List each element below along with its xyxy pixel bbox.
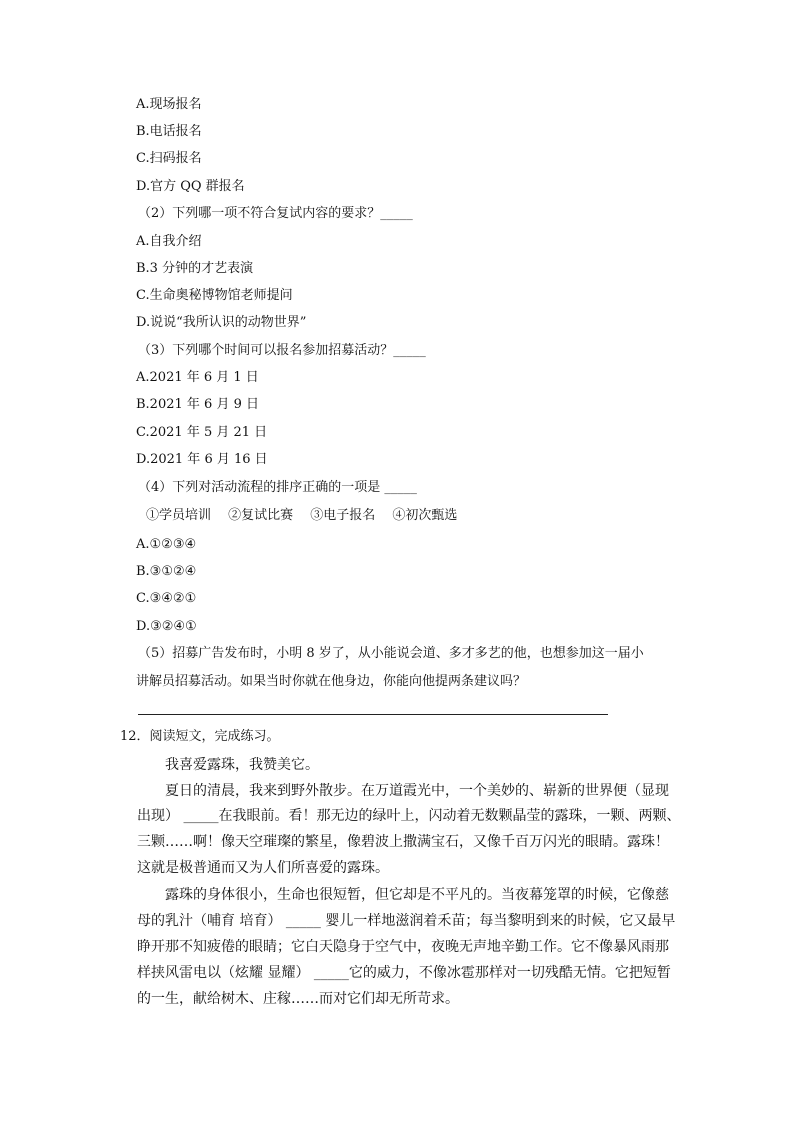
- q2-option-c: C.生命奥秘博物馆老师提问: [136, 288, 293, 303]
- passage-line-4: 三颗……啊！像天空璀璨的繁星，像碧波上撒满宝石，又像千百万闪光的眼睛。露珠！: [137, 834, 669, 850]
- q2-stem: （2）下列哪一项不符合复试内容的要求？_____: [138, 206, 413, 221]
- q4-option-a: A.①②③④: [136, 537, 197, 552]
- q4-option-c: C.③④②①: [136, 591, 197, 606]
- q4-items: ①学员培训 ②复试比赛 ③电子报名 ④初次甄选: [146, 508, 458, 523]
- q3-option-a: A.2021 年 6 月 1 日: [136, 370, 259, 385]
- q3-stem: （3）下列哪个时间可以报名参加招募活动？_____: [138, 343, 426, 358]
- passage-line-10: 的一生，献给树木、庄稼……而对它们却无所苛求。: [137, 991, 459, 1007]
- passage-line-5: 这就是极普通而又为人们所喜爱的露珠。: [137, 860, 389, 876]
- passage-line-9: 样挟风雷电以（炫耀 显耀） _____它的威力，不像冰雹那样对一切残酷无情。它把短暂: [137, 965, 671, 981]
- q1-option-d: D.官方 QQ 群报名: [136, 179, 245, 194]
- q3-option-c: C.2021 年 5 月 21 日: [136, 425, 268, 440]
- q4-option-d: D.③②④①: [136, 619, 197, 634]
- q5-line-2: 讲解员招募活动。如果当时你就在他身边，你能向他提两条建议吗？: [136, 674, 527, 689]
- q3-option-b: B.2021 年 6 月 9 日: [136, 397, 259, 412]
- q2-option-a: A.自我介绍: [136, 234, 202, 249]
- passage-line-1: 我喜爱露珠，我赞美它。: [165, 757, 319, 773]
- passage-line-6: 露珠的身体很小，生命也很短暂，但它却是不平凡的。当夜幕笼罩的时候，它像慈: [165, 887, 669, 903]
- q4-option-b: B.③①②④: [136, 564, 197, 579]
- q1-option-b: B.电话报名: [136, 124, 202, 139]
- passage-line-7: 母的乳汁（哺育 培育） _____ 婴儿一样地滋润着禾苗；每当黎明到来的时候，它又最早: [137, 913, 676, 929]
- passage-line-8: 睁开那不知疲倦的眼睛；它白天隐身于空气中，夜晚无声地辛勤工作。它不像暴风雨那: [137, 939, 669, 955]
- q5-line-1: （5）招募广告发布时，小明 8 岁了，从小能说会道、多才多艺的他，也想参加这一届小: [138, 646, 644, 661]
- q1-option-a: A.现场报名: [136, 97, 202, 112]
- answer-line: [138, 714, 608, 715]
- q1-option-c: C.扫码报名: [136, 151, 202, 166]
- q12-title: 12．阅读短文，完成练习。: [120, 729, 280, 744]
- q3-option-d: D.2021 年 6 月 16 日: [136, 452, 268, 467]
- q4-stem: （4）下列对活动流程的排序正确的一项是 _____: [138, 480, 417, 495]
- passage-line-3: 出现） _____在我眼前。看！那无边的绿叶上，闪动着无数颗晶莹的露珠，一颗、两颗、: [137, 808, 681, 824]
- passage-line-2: 夏日的清晨，我来到野外散步。在万道霞光中，一个美妙的、崭新的世界便（显现: [165, 783, 669, 799]
- q2-option-d: D.说说“我所认识的动物世界”: [136, 315, 307, 330]
- q2-option-b: B.3 分钟的才艺表演: [136, 261, 254, 276]
